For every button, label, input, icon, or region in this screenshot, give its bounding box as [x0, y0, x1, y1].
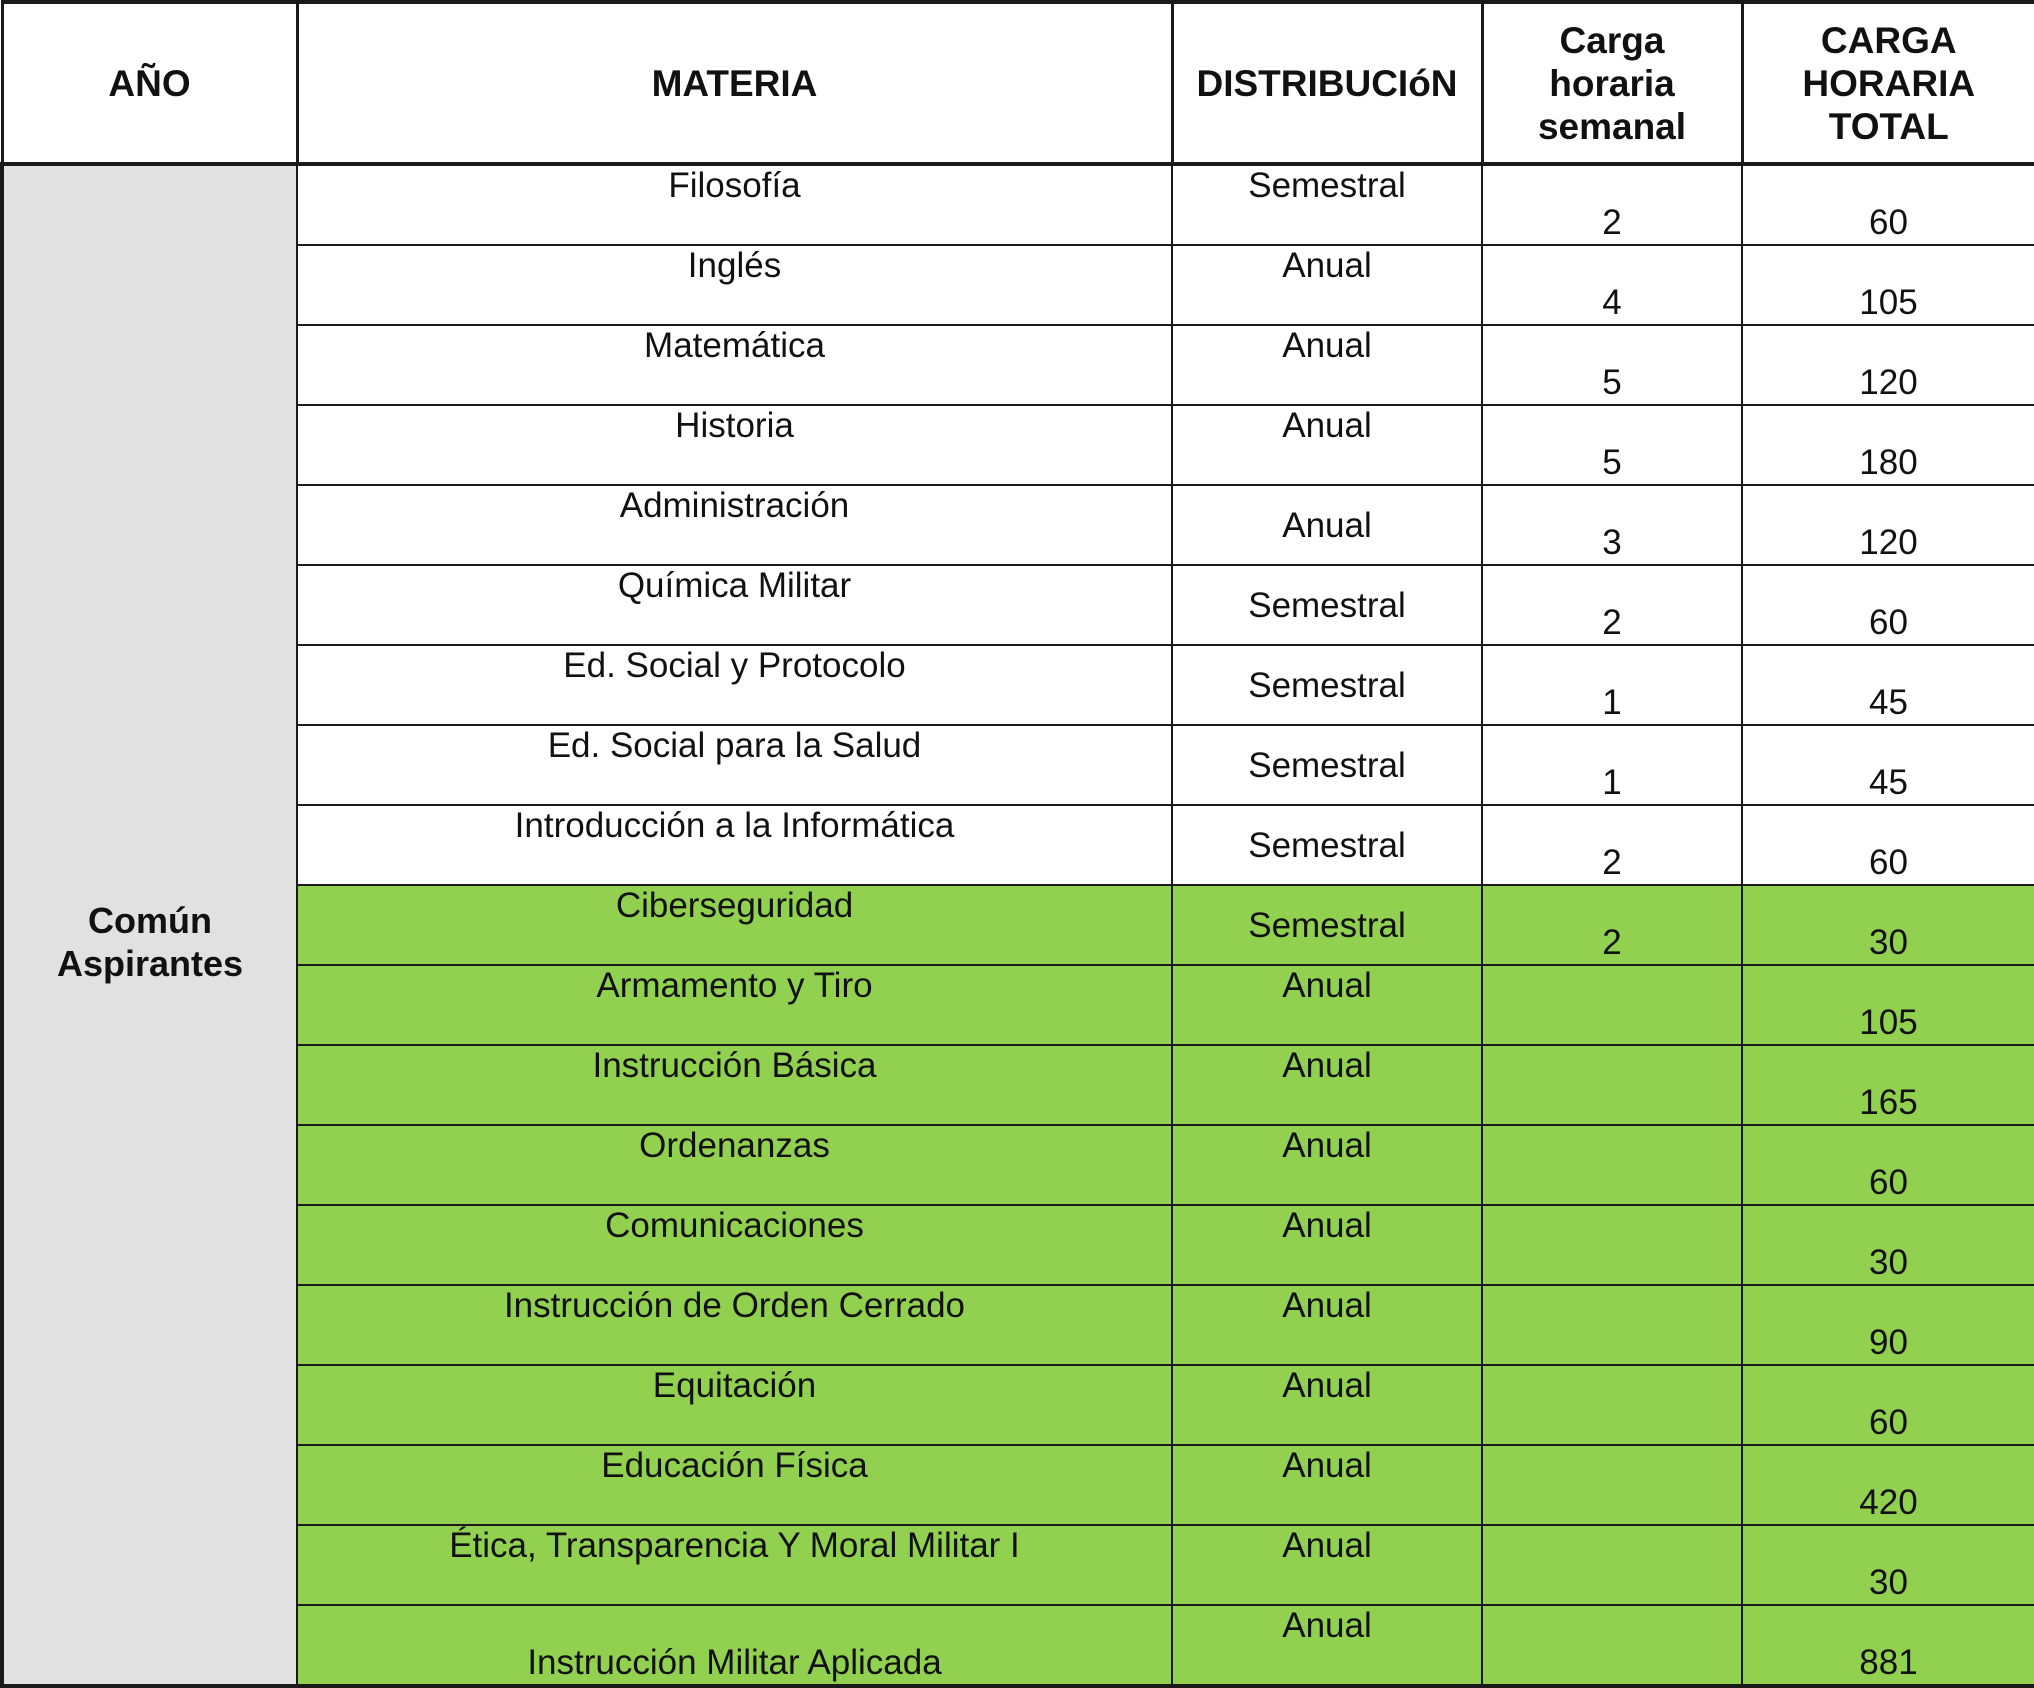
- total-hours-cell: [1742, 325, 2034, 405]
- header-year: AÑO: [2, 2, 297, 164]
- distribution-text: Anual: [1173, 1368, 1481, 1404]
- table-row: [2, 565, 2034, 645]
- table-row: [2, 1045, 2034, 1125]
- weekly-hours-cell: [1482, 405, 1742, 485]
- subject-cell: [297, 725, 1172, 805]
- distribution-cell: [1172, 965, 1482, 1045]
- subject-cell: [297, 965, 1172, 1045]
- total-hours-text: 60: [1743, 205, 2034, 241]
- distribution-text: Anual: [1173, 328, 1481, 364]
- weekly-hours-cell: [1482, 565, 1742, 645]
- subject-text: Instrucción de Orden Cerrado: [298, 1288, 1171, 1324]
- subject-cell: [297, 1285, 1172, 1365]
- distribution-text: Anual: [1173, 408, 1481, 444]
- distribution-cell: [1172, 164, 1482, 245]
- weekly-hours-cell: [1482, 485, 1742, 565]
- table-row: [2, 405, 2034, 485]
- subject-text: Filosofía: [298, 168, 1171, 204]
- total-hours-cell: [1742, 565, 2034, 645]
- weekly-hours-cell: [1482, 1525, 1742, 1605]
- table-row: [2, 965, 2034, 1045]
- table-row: [2, 1525, 2034, 1605]
- subject-cell: [297, 1445, 1172, 1525]
- total-hours-cell: [1742, 405, 2034, 485]
- distribution-cell: [1172, 885, 1482, 965]
- total-hours-text: 60: [1743, 1165, 2034, 1201]
- subject-text: Ciberseguridad: [298, 888, 1171, 924]
- subject-text: Instrucción Militar Aplicada: [298, 1645, 1171, 1681]
- subject-text: Comunicaciones: [298, 1208, 1171, 1244]
- total-hours-cell: [1742, 164, 2034, 245]
- subject-text: Equitación: [298, 1368, 1171, 1404]
- distribution-text: Anual: [1173, 968, 1481, 1004]
- weekly-hours-text: 2: [1483, 205, 1741, 241]
- distribution-text: Semestral: [1173, 668, 1481, 704]
- distribution-cell: [1172, 1285, 1482, 1365]
- subject-cell: [297, 565, 1172, 645]
- distribution-text: Anual: [1173, 508, 1481, 544]
- total-hours-text: 30: [1743, 925, 2034, 961]
- subject-text: Ordenanzas: [298, 1128, 1171, 1164]
- table-row: [2, 645, 2034, 725]
- distribution-cell: [1172, 1205, 1482, 1285]
- table-row: [2, 805, 2034, 885]
- distribution-cell: [1172, 1045, 1482, 1125]
- subject-cell: [297, 645, 1172, 725]
- distribution-text: Semestral: [1173, 588, 1481, 624]
- subject-cell: [297, 885, 1172, 965]
- header-distribution: DISTRIBUCIóN: [1172, 2, 1482, 164]
- weekly-hours-text: 5: [1483, 445, 1741, 481]
- total-hours-cell: [1742, 885, 2034, 965]
- subject-cell: [297, 245, 1172, 325]
- subject-text: Inglés: [298, 248, 1171, 284]
- total-hours-text: 30: [1743, 1245, 2034, 1281]
- total-hours-cell: [1742, 1605, 2034, 1686]
- distribution-cell: [1172, 1125, 1482, 1205]
- weekly-hours-cell: [1482, 1205, 1742, 1285]
- total-hours-cell: [1742, 1045, 2034, 1125]
- weekly-hours-cell: [1482, 725, 1742, 805]
- total-hours-text: 90: [1743, 1325, 2034, 1361]
- weekly-hours-cell: [1482, 245, 1742, 325]
- weekly-hours-cell: [1482, 1045, 1742, 1125]
- weekly-hours-text: 2: [1483, 925, 1741, 961]
- total-hours-text: 881: [1743, 1645, 2034, 1681]
- weekly-hours-cell: [1482, 885, 1742, 965]
- weekly-hours-text: 1: [1483, 765, 1741, 801]
- header-weekly-hours: [1482, 2, 1742, 164]
- weekly-hours-cell: [1482, 805, 1742, 885]
- total-hours-text: 120: [1743, 525, 2034, 561]
- distribution-text: Semestral: [1173, 908, 1481, 944]
- distribution-text: Anual: [1173, 1048, 1481, 1084]
- weekly-hours-cell: [1482, 1605, 1742, 1686]
- subject-cell: [297, 485, 1172, 565]
- distribution-text: Anual: [1173, 1208, 1481, 1244]
- distribution-text: Anual: [1173, 1448, 1481, 1484]
- weekly-hours-text: 2: [1483, 845, 1741, 881]
- total-hours-cell: [1742, 1445, 2034, 1525]
- header-total-line-2: HORARIA: [1744, 62, 2034, 105]
- total-hours-text: 420: [1743, 1485, 2034, 1521]
- total-hours-cell: [1742, 645, 2034, 725]
- subject-text: Administración: [298, 488, 1171, 524]
- header-row: [2, 2, 2034, 164]
- weekly-hours-cell: [1482, 1445, 1742, 1525]
- subject-cell: [297, 1045, 1172, 1125]
- table-row: [2, 1605, 2034, 1686]
- distribution-cell: [1172, 645, 1482, 725]
- distribution-cell: [1172, 325, 1482, 405]
- total-hours-text: 60: [1743, 845, 2034, 881]
- table-row: [2, 885, 2034, 965]
- distribution-cell: [1172, 725, 1482, 805]
- subject-text: Introducción a la Informática: [298, 808, 1171, 844]
- total-hours-text: 60: [1743, 605, 2034, 641]
- subject-cell: [297, 1125, 1172, 1205]
- total-hours-text: 60: [1743, 1405, 2034, 1441]
- subject-text: Educación Física: [298, 1448, 1171, 1484]
- subject-cell: [297, 1365, 1172, 1445]
- total-hours-cell: [1742, 1125, 2034, 1205]
- total-hours-text: 180: [1743, 445, 2034, 481]
- weekly-hours-cell: [1482, 1125, 1742, 1205]
- total-hours-text: 120: [1743, 365, 2034, 401]
- distribution-cell: [1172, 245, 1482, 325]
- subject-cell: [297, 1605, 1172, 1686]
- year-group-cell: [2, 164, 297, 1686]
- header-subject: MATERIA: [297, 2, 1172, 164]
- total-hours-text: 105: [1743, 1005, 2034, 1041]
- distribution-cell: [1172, 405, 1482, 485]
- total-hours-text: 45: [1743, 685, 2034, 721]
- distribution-cell: [1172, 1605, 1482, 1686]
- subject-cell: [297, 405, 1172, 485]
- subject-text: Química Militar: [298, 568, 1171, 604]
- subject-cell: [297, 805, 1172, 885]
- total-hours-text: 105: [1743, 285, 2034, 321]
- subject-cell: [297, 325, 1172, 405]
- subject-text: Ed. Social para la Salud: [298, 728, 1171, 764]
- subject-cell: [297, 164, 1172, 245]
- weekly-hours-text: 2: [1483, 605, 1741, 641]
- total-hours-cell: [1742, 725, 2034, 805]
- weekly-hours-cell: [1482, 645, 1742, 725]
- weekly-hours-cell: [1482, 325, 1742, 405]
- weekly-hours-cell: [1482, 1365, 1742, 1445]
- header-total-line-3: TOTAL: [1744, 105, 2034, 148]
- distribution-cell: [1172, 805, 1482, 885]
- weekly-hours-cell: [1482, 965, 1742, 1045]
- total-hours-cell: [1742, 965, 2034, 1045]
- total-hours-cell: [1742, 1285, 2034, 1365]
- header-total-hours: [1742, 2, 2034, 164]
- weekly-hours-text: 5: [1483, 365, 1741, 401]
- weekly-hours-text: 4: [1483, 285, 1741, 321]
- header-weekly-line-3: semanal: [1484, 105, 1741, 148]
- distribution-text: Semestral: [1173, 828, 1481, 864]
- table-row: [2, 725, 2034, 805]
- table-row: [2, 1445, 2034, 1525]
- weekly-hours-text: 3: [1483, 525, 1741, 561]
- subject-cell: [297, 1205, 1172, 1285]
- distribution-text: Anual: [1173, 1288, 1481, 1324]
- table-row: [2, 245, 2034, 325]
- year-group-line-2: Aspirantes: [57, 942, 243, 985]
- weekly-hours-cell: [1482, 164, 1742, 245]
- total-hours-cell: [1742, 245, 2034, 325]
- distribution-text: Anual: [1173, 248, 1481, 284]
- distribution-cell: [1172, 485, 1482, 565]
- subject-cell: [297, 1525, 1172, 1605]
- total-hours-cell: [1742, 1205, 2034, 1285]
- subject-text: Matemática: [298, 328, 1171, 364]
- year-group-label: [57, 865, 243, 985]
- total-hours-text: 165: [1743, 1085, 2034, 1121]
- distribution-text: Anual: [1173, 1128, 1481, 1164]
- total-hours-text: 30: [1743, 1565, 2034, 1601]
- distribution-text: Anual: [1173, 1528, 1481, 1564]
- subject-text: Ética, Transparencia Y Moral Militar I: [298, 1528, 1171, 1564]
- subject-text: Armamento y Tiro: [298, 968, 1171, 1004]
- total-hours-cell: [1742, 1365, 2034, 1445]
- total-hours-text: 45: [1743, 765, 2034, 801]
- distribution-text: Anual: [1173, 1608, 1481, 1644]
- distribution-cell: [1172, 1445, 1482, 1525]
- distribution-cell: [1172, 1525, 1482, 1605]
- total-hours-cell: [1742, 805, 2034, 885]
- header-weekly-line-2: horaria: [1484, 62, 1741, 105]
- table-row: [2, 1125, 2034, 1205]
- table-row: [2, 1205, 2034, 1285]
- table-row: [2, 485, 2034, 565]
- table-row: [2, 325, 2034, 405]
- distribution-cell: [1172, 565, 1482, 645]
- subject-text: Historia: [298, 408, 1171, 444]
- header-total-line-1: CARGA: [1744, 19, 2034, 62]
- weekly-hours-cell: [1482, 1285, 1742, 1365]
- weekly-hours-text: 1: [1483, 685, 1741, 721]
- subject-text: Ed. Social y Protocolo: [298, 648, 1171, 684]
- table-row: [2, 1285, 2034, 1365]
- distribution-text: Semestral: [1173, 748, 1481, 784]
- table-body: [2, 164, 2034, 1686]
- table-row: [2, 1365, 2034, 1445]
- subject-text: Instrucción Básica: [298, 1048, 1171, 1084]
- distribution-cell: [1172, 1365, 1482, 1445]
- total-hours-cell: [1742, 1525, 2034, 1605]
- total-hours-cell: [1742, 485, 2034, 565]
- table-row: [2, 164, 2034, 245]
- header-weekly-line-1: Carga: [1484, 19, 1741, 62]
- year-group-line-1: Común: [57, 899, 243, 942]
- distribution-text: Semestral: [1173, 168, 1481, 204]
